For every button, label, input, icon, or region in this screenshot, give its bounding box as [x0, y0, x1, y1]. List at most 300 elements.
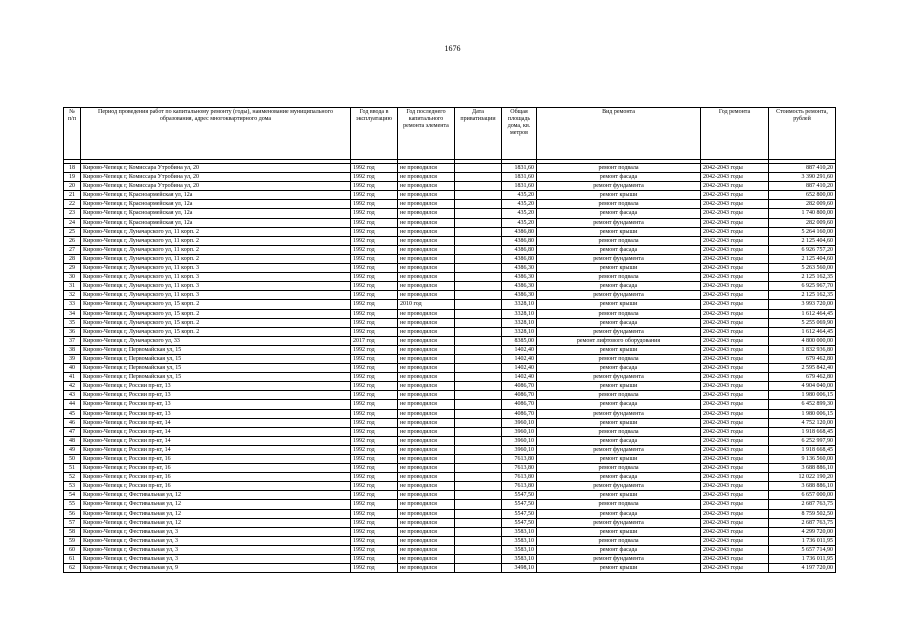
cell-area: 4086,70 — [502, 400, 537, 409]
cell-cost: 6 657 000,00 — [769, 491, 836, 500]
cell-num: 29 — [64, 264, 81, 273]
cell-address: Кирово-Чепецк г, Луначарского ул, 15 корп. 2 — [81, 318, 351, 327]
cell-num: 25 — [64, 227, 81, 236]
table-row — [64, 264, 836, 273]
cell-work-type: ремонт фундамента — [537, 482, 701, 491]
cell-privatization — [455, 373, 502, 382]
cell-repair-year: 2042-2043 годы — [701, 482, 769, 491]
table-row — [64, 227, 836, 236]
table-row — [64, 545, 836, 554]
cell-area: 1402,40 — [502, 354, 537, 363]
cell-work-type: ремонт крыши — [537, 418, 701, 427]
cell-area: 1402,40 — [502, 373, 537, 382]
cell-repair-year: 2042-2043 годы — [701, 227, 769, 236]
cell-privatization — [455, 309, 502, 318]
cell-last-repair: не проводился — [398, 191, 455, 200]
cell-last-repair: не проводился — [398, 491, 455, 500]
cell-privatization — [455, 427, 502, 436]
cell-cost: 887 410,20 — [769, 164, 836, 173]
cell-year-built: 2017 год — [351, 336, 398, 345]
cell-year-built: 1992 год — [351, 491, 398, 500]
cell-last-repair: не проводился — [398, 436, 455, 445]
header-cost: Стоимость ремонта, рублей — [769, 108, 836, 160]
cell-repair-year: 2042-2043 годы — [701, 336, 769, 345]
cell-cost: 6 252 997,90 — [769, 436, 836, 445]
cell-area: 435,20 — [502, 209, 537, 218]
cell-area: 4386,80 — [502, 227, 537, 236]
cell-last-repair: не проводился — [398, 482, 455, 491]
cell-year-built: 1992 год — [351, 518, 398, 527]
cell-last-repair: не проводился — [398, 336, 455, 345]
table-row — [64, 409, 836, 418]
cell-repair-year: 2042-2043 годы — [701, 391, 769, 400]
cell-address: Кирово-Чепецк г, Фестивальная ул, 3 — [81, 536, 351, 545]
cell-num: 36 — [64, 327, 81, 336]
cell-area: 3583,10 — [502, 545, 537, 554]
cell-privatization — [455, 236, 502, 245]
cell-area: 3583,10 — [502, 555, 537, 564]
cell-repair-year: 2042-2043 годы — [701, 373, 769, 382]
cell-area: 4386,30 — [502, 291, 537, 300]
table-row — [64, 382, 836, 391]
cell-num: 19 — [64, 173, 81, 182]
table-row — [64, 291, 836, 300]
cell-privatization — [455, 436, 502, 445]
cell-repair-year: 2042-2043 годы — [701, 291, 769, 300]
cell-address: Кирово-Чепецк г, Луначарского ул, 15 корп. 2 — [81, 309, 351, 318]
cell-area: 7613,80 — [502, 464, 537, 473]
cell-last-repair: не проводился — [398, 427, 455, 436]
table-row — [64, 300, 836, 309]
cell-last-repair: не проводился — [398, 309, 455, 318]
cell-area: 4386,30 — [502, 273, 537, 282]
cell-last-repair: не проводился — [398, 391, 455, 400]
cell-work-type: ремонт фасада — [537, 400, 701, 409]
cell-year-built: 1992 год — [351, 482, 398, 491]
cell-address: Кирово-Чепецк г, Луначарского ул, 11 корп. 3 — [81, 273, 351, 282]
cell-area: 435,20 — [502, 200, 537, 209]
cell-year-built: 1992 год — [351, 500, 398, 509]
cell-privatization — [455, 391, 502, 400]
cell-address: Кирово-Чепецк г, России пр-кт, 14 — [81, 436, 351, 445]
cell-year-built: 1992 год — [351, 164, 398, 173]
cell-address: Кирово-Чепецк г, России пр-кт, 14 — [81, 427, 351, 436]
cell-area: 3583,10 — [502, 527, 537, 536]
cell-year-built: 1992 год — [351, 227, 398, 236]
table-row — [64, 509, 836, 518]
cell-cost: 2 125 404,60 — [769, 254, 836, 263]
table-row — [64, 327, 836, 336]
cell-area: 4086,70 — [502, 382, 537, 391]
table-row — [64, 200, 836, 209]
cell-cost: 4 800 000,00 — [769, 336, 836, 345]
cell-repair-year: 2042-2043 годы — [701, 364, 769, 373]
cell-cost: 3 688 886,10 — [769, 482, 836, 491]
cell-repair-year: 2042-2043 годы — [701, 445, 769, 454]
cell-address: Кирово-Чепецк г, Первомайская ул, 15 — [81, 373, 351, 382]
table-row — [64, 364, 836, 373]
cell-num: 61 — [64, 555, 81, 564]
cell-cost: 2 125 162,35 — [769, 291, 836, 300]
cell-privatization — [455, 382, 502, 391]
cell-repair-year: 2042-2043 годы — [701, 245, 769, 254]
cell-last-repair: не проводился — [398, 518, 455, 527]
cell-last-repair: не проводился — [398, 545, 455, 554]
cell-address: Кирово-Чепецк г, Фестивальная ул, 12 — [81, 509, 351, 518]
cell-cost: 4 904 040,00 — [769, 382, 836, 391]
cell-privatization — [455, 245, 502, 254]
cell-num: 45 — [64, 409, 81, 418]
cell-privatization — [455, 409, 502, 418]
cell-num: 54 — [64, 491, 81, 500]
cell-repair-year: 2042-2043 годы — [701, 455, 769, 464]
cell-privatization — [455, 173, 502, 182]
cell-privatization — [455, 482, 502, 491]
table-row — [64, 482, 836, 491]
cell-num: 18 — [64, 164, 81, 173]
table-row — [64, 464, 836, 473]
table-row — [64, 273, 836, 282]
cell-last-repair: не проводился — [398, 218, 455, 227]
cell-repair-year: 2042-2043 годы — [701, 382, 769, 391]
cell-last-repair: не проводился — [398, 236, 455, 245]
cell-work-type: ремонт фасада — [537, 282, 701, 291]
cell-work-type: ремонт фундамента — [537, 182, 701, 191]
cell-repair-year: 2042-2043 годы — [701, 409, 769, 418]
cell-address: Кирово-Чепецк г, Комиссара Утробина ул, 20 — [81, 173, 351, 182]
cell-repair-year: 2042-2043 годы — [701, 218, 769, 227]
cell-last-repair: не проводился — [398, 382, 455, 391]
cell-address: Кирово-Чепецк г, России пр-кт, 16 — [81, 482, 351, 491]
cell-year-built: 1992 год — [351, 291, 398, 300]
cell-year-built: 1992 год — [351, 400, 398, 409]
cell-area: 1831,60 — [502, 173, 537, 182]
cell-year-built: 1992 год — [351, 364, 398, 373]
cell-address: Кирово-Чепецк г, Фестивальная ул, 9 — [81, 564, 351, 573]
cell-privatization — [455, 418, 502, 427]
cell-work-type: ремонт крыши — [537, 564, 701, 573]
cell-work-type: ремонт подвала — [537, 536, 701, 545]
cell-last-repair: не проводился — [398, 364, 455, 373]
cell-cost: 2 687 763,75 — [769, 518, 836, 527]
cell-privatization — [455, 464, 502, 473]
table-row — [64, 173, 836, 182]
cell-cost: 2 687 763,75 — [769, 500, 836, 509]
table-row — [64, 336, 836, 345]
cell-year-built: 1992 год — [351, 427, 398, 436]
cell-year-built: 1992 год — [351, 409, 398, 418]
cell-address: Кирово-Чепецк г, Красноармейская ул, 12а — [81, 218, 351, 227]
cell-num: 26 — [64, 236, 81, 245]
cell-repair-year: 2042-2043 годы — [701, 354, 769, 363]
table-row — [64, 527, 836, 536]
cell-last-repair: не проводился — [398, 536, 455, 545]
cell-repair-year: 2042-2043 годы — [701, 254, 769, 263]
cell-privatization — [455, 564, 502, 573]
cell-year-built: 1992 год — [351, 555, 398, 564]
cell-address: Кирово-Чепецк г, России пр-кт, 14 — [81, 418, 351, 427]
cell-repair-year: 2042-2043 годы — [701, 509, 769, 518]
cell-last-repair: не проводился — [398, 354, 455, 363]
cell-privatization — [455, 527, 502, 536]
cell-work-type: ремонт подвала — [537, 236, 701, 245]
cell-year-built: 1992 год — [351, 300, 398, 309]
cell-cost: 1 612 464,45 — [769, 309, 836, 318]
cell-year-built: 1992 год — [351, 445, 398, 454]
cell-year-built: 1992 год — [351, 282, 398, 291]
cell-address: Кирово-Чепецк г, Фестивальная ул, 3 — [81, 555, 351, 564]
cell-repair-year: 2042-2043 годы — [701, 273, 769, 282]
table-row — [64, 491, 836, 500]
cell-year-built: 1992 год — [351, 245, 398, 254]
cell-address: Кирово-Чепецк г, России пр-кт, 16 — [81, 473, 351, 482]
cell-area: 3960,10 — [502, 445, 537, 454]
cell-year-built: 1992 год — [351, 264, 398, 273]
cell-work-type: ремонт фасада — [537, 209, 701, 218]
cell-year-built: 1992 год — [351, 536, 398, 545]
header-last-repair: Год последнего капитального ремонта элемента — [398, 108, 455, 160]
cell-year-built: 1992 год — [351, 373, 398, 382]
table-header — [64, 108, 836, 160]
cell-num: 42 — [64, 382, 81, 391]
cell-address: Кирово-Чепецк г, Красноармейская ул, 12а — [81, 209, 351, 218]
cell-year-built: 1992 год — [351, 464, 398, 473]
cell-last-repair: не проводился — [398, 473, 455, 482]
cell-address: Кирово-Чепецк г, Луначарского ул, 15 корп. 2 — [81, 327, 351, 336]
cell-last-repair: не проводился — [398, 373, 455, 382]
cell-last-repair: не проводился — [398, 291, 455, 300]
cell-address: Кирово-Чепецк г, России пр-кт, 13 — [81, 409, 351, 418]
cell-repair-year: 2042-2043 годы — [701, 309, 769, 318]
cell-num: 24 — [64, 218, 81, 227]
cell-year-built: 1992 год — [351, 327, 398, 336]
cell-repair-year: 2042-2043 годы — [701, 191, 769, 200]
cell-year-built: 1992 год — [351, 455, 398, 464]
cell-num: 60 — [64, 545, 81, 554]
cell-work-type: ремонт подвала — [537, 273, 701, 282]
table-row — [64, 182, 836, 191]
cell-num: 23 — [64, 209, 81, 218]
page-number: 1676 — [444, 44, 461, 53]
cell-year-built: 1992 год — [351, 318, 398, 327]
cell-address: Кирово-Чепецк г, Фестивальная ул, 12 — [81, 491, 351, 500]
cell-privatization — [455, 509, 502, 518]
cell-last-repair: не проводился — [398, 318, 455, 327]
cell-year-built: 1992 год — [351, 564, 398, 573]
cell-num: 52 — [64, 473, 81, 482]
table-row — [64, 236, 836, 245]
cell-repair-year: 2042-2043 годы — [701, 464, 769, 473]
cell-area: 5547,50 — [502, 509, 537, 518]
cell-address: Кирово-Чепецк г, России пр-кт, 16 — [81, 455, 351, 464]
cell-last-repair: не проводился — [398, 464, 455, 473]
table-row — [64, 345, 836, 354]
cell-num: 58 — [64, 527, 81, 536]
cell-cost: 6 452 899,30 — [769, 400, 836, 409]
cell-year-built: 1992 год — [351, 545, 398, 554]
cell-num: 47 — [64, 427, 81, 436]
cell-last-repair: не проводился — [398, 245, 455, 254]
cell-year-built: 1992 год — [351, 527, 398, 536]
cell-num: 34 — [64, 309, 81, 318]
table-row — [64, 209, 836, 218]
cell-cost: 3 390 291,60 — [769, 173, 836, 182]
cell-address: Кирово-Чепецк г, Красноармейская ул, 12а — [81, 191, 351, 200]
cell-address: Кирово-Чепецк г, Луначарского ул, 15 корп. 2 — [81, 300, 351, 309]
table-row — [64, 536, 836, 545]
cell-num: 50 — [64, 455, 81, 464]
cell-address: Кирово-Чепецк г, Комиссара Утробина ул, 20 — [81, 182, 351, 191]
cell-address: Кирово-Чепецк г, Луначарского ул, 11 корп. 2 — [81, 254, 351, 263]
cell-num: 43 — [64, 391, 81, 400]
cell-privatization — [455, 254, 502, 263]
cell-area: 7613,80 — [502, 473, 537, 482]
cell-area: 4086,70 — [502, 409, 537, 418]
cell-cost: 4 299 720,00 — [769, 527, 836, 536]
header-address: Период проведения работ по капитальному ремонту (годы), наименование муниципального образования, адрес многоквартирного дома — [81, 108, 351, 160]
cell-repair-year: 2042-2043 годы — [701, 564, 769, 573]
cell-address: Кирово-Чепецк г, Луначарского ул, 11 корп. 3 — [81, 291, 351, 300]
cell-area: 3960,10 — [502, 418, 537, 427]
cell-cost: 282 009,60 — [769, 218, 836, 227]
cell-work-type: ремонт фундамента — [537, 409, 701, 418]
cell-repair-year: 2042-2043 годы — [701, 418, 769, 427]
cell-cost: 887 410,20 — [769, 182, 836, 191]
cell-year-built: 1992 год — [351, 509, 398, 518]
cell-last-repair: не проводился — [398, 445, 455, 454]
cell-address: Кирово-Чепецк г, Луначарского ул, 11 корп. 3 — [81, 282, 351, 291]
cell-num: 44 — [64, 400, 81, 409]
cell-area: 4386,80 — [502, 254, 537, 263]
cell-cost: 12 022 190,20 — [769, 473, 836, 482]
cell-last-repair: не проводился — [398, 418, 455, 427]
cell-repair-year: 2042-2043 годы — [701, 264, 769, 273]
cell-work-type: ремонт крыши — [537, 382, 701, 391]
table-row — [64, 400, 836, 409]
cell-work-type: ремонт подвала — [537, 500, 701, 509]
cell-area: 7613,80 — [502, 455, 537, 464]
cell-work-type: ремонт фасада — [537, 473, 701, 482]
cell-address: Кирово-Чепецк г, Луначарского ул, 11 корп. 2 — [81, 227, 351, 236]
table-row — [64, 309, 836, 318]
cell-work-type: ремонт крыши — [537, 527, 701, 536]
cell-work-type: ремонт подвала — [537, 464, 701, 473]
cell-privatization — [455, 455, 502, 464]
cell-privatization — [455, 300, 502, 309]
cell-cost: 1 980 006,15 — [769, 409, 836, 418]
cell-last-repair: не проводился — [398, 209, 455, 218]
cell-address: Кирово-Чепецк г, Комиссара Утробина ул, 20 — [81, 164, 351, 173]
cell-num: 38 — [64, 345, 81, 354]
cell-cost: 3 993 720,00 — [769, 300, 836, 309]
cell-cost: 4 197 720,00 — [769, 564, 836, 573]
cell-address: Кирово-Чепецк г, Луначарского ул, 33 — [81, 336, 351, 345]
cell-num: 39 — [64, 354, 81, 363]
cell-cost: 6 926 757,20 — [769, 245, 836, 254]
cell-work-type: ремонт крыши — [537, 491, 701, 500]
cell-year-built: 1992 год — [351, 273, 398, 282]
cell-area: 3328,10 — [502, 318, 537, 327]
cell-last-repair: не проводился — [398, 509, 455, 518]
cell-address: Кирово-Чепецк г, Луначарского ул, 11 корп. 2 — [81, 245, 351, 254]
cell-num: 30 — [64, 273, 81, 282]
cell-cost: 282 009,60 — [769, 200, 836, 209]
cell-repair-year: 2042-2043 годы — [701, 282, 769, 291]
header-area: Общая площадь дома, кв. метров — [502, 108, 537, 160]
cell-repair-year: 2042-2043 годы — [701, 400, 769, 409]
table-row — [64, 245, 836, 254]
cell-num: 46 — [64, 418, 81, 427]
cell-last-repair: не проводился — [398, 327, 455, 336]
cell-last-repair: не проводился — [398, 264, 455, 273]
cell-num: 55 — [64, 500, 81, 509]
cell-cost: 3 688 886,10 — [769, 464, 836, 473]
cell-repair-year: 2042-2043 годы — [701, 491, 769, 500]
cell-area: 3498,10 — [502, 564, 537, 573]
cell-area: 435,20 — [502, 218, 537, 227]
cell-repair-year: 2042-2043 годы — [701, 200, 769, 209]
cell-cost: 6 925 967,70 — [769, 282, 836, 291]
cell-cost: 652 800,00 — [769, 191, 836, 200]
cell-area: 4386,30 — [502, 264, 537, 273]
cell-work-type: ремонт фасада — [537, 245, 701, 254]
cell-privatization — [455, 555, 502, 564]
table-row — [64, 164, 836, 173]
header-num: № п/п — [64, 108, 81, 160]
cell-repair-year: 2042-2043 годы — [701, 300, 769, 309]
cell-work-type: ремонт фасада — [537, 509, 701, 518]
cell-num: 41 — [64, 373, 81, 382]
cell-area: 4386,30 — [502, 282, 537, 291]
table-row — [64, 436, 836, 445]
cell-work-type: ремонт фундамента — [537, 555, 701, 564]
cell-work-type: ремонт фундамента — [537, 327, 701, 336]
cell-year-built: 1992 год — [351, 191, 398, 200]
cell-work-type: ремонт фасада — [537, 318, 701, 327]
cell-num: 56 — [64, 509, 81, 518]
cell-privatization — [455, 327, 502, 336]
cell-address: Кирово-Чепецк г, Луначарского ул, 11 корп. 2 — [81, 236, 351, 245]
cell-last-repair: не проводился — [398, 227, 455, 236]
table-row — [64, 254, 836, 263]
cell-year-built: 1992 год — [351, 218, 398, 227]
cell-cost: 1 980 006,15 — [769, 391, 836, 400]
cell-last-repair: не проводился — [398, 182, 455, 191]
cell-year-built: 1992 год — [351, 236, 398, 245]
cell-privatization — [455, 191, 502, 200]
cell-address: Кирово-Чепецк г, России пр-кт, 16 — [81, 464, 351, 473]
cell-repair-year: 2042-2043 годы — [701, 500, 769, 509]
cell-year-built: 1992 год — [351, 200, 398, 209]
cell-repair-year: 2042-2043 годы — [701, 555, 769, 564]
cell-area: 4086,70 — [502, 391, 537, 400]
table-row — [64, 427, 836, 436]
cell-work-type: ремонт подвала — [537, 354, 701, 363]
cell-address: Кирово-Чепецк г, Первомайская ул, 15 — [81, 345, 351, 354]
cell-work-type: ремонт подвала — [537, 164, 701, 173]
cell-address: Кирово-Чепецк г, России пр-кт, 13 — [81, 400, 351, 409]
cell-address: Кирово-Чепецк г, России пр-кт, 13 — [81, 391, 351, 400]
table-row — [64, 318, 836, 327]
cell-num: 21 — [64, 191, 81, 200]
table-row — [64, 218, 836, 227]
cell-repair-year: 2042-2043 годы — [701, 427, 769, 436]
cell-privatization — [455, 336, 502, 345]
cell-cost: 1 740 800,00 — [769, 209, 836, 218]
cell-repair-year: 2042-2043 годы — [701, 536, 769, 545]
cell-address: Кирово-Чепецк г, России пр-кт, 13 — [81, 382, 351, 391]
cell-privatization — [455, 491, 502, 500]
